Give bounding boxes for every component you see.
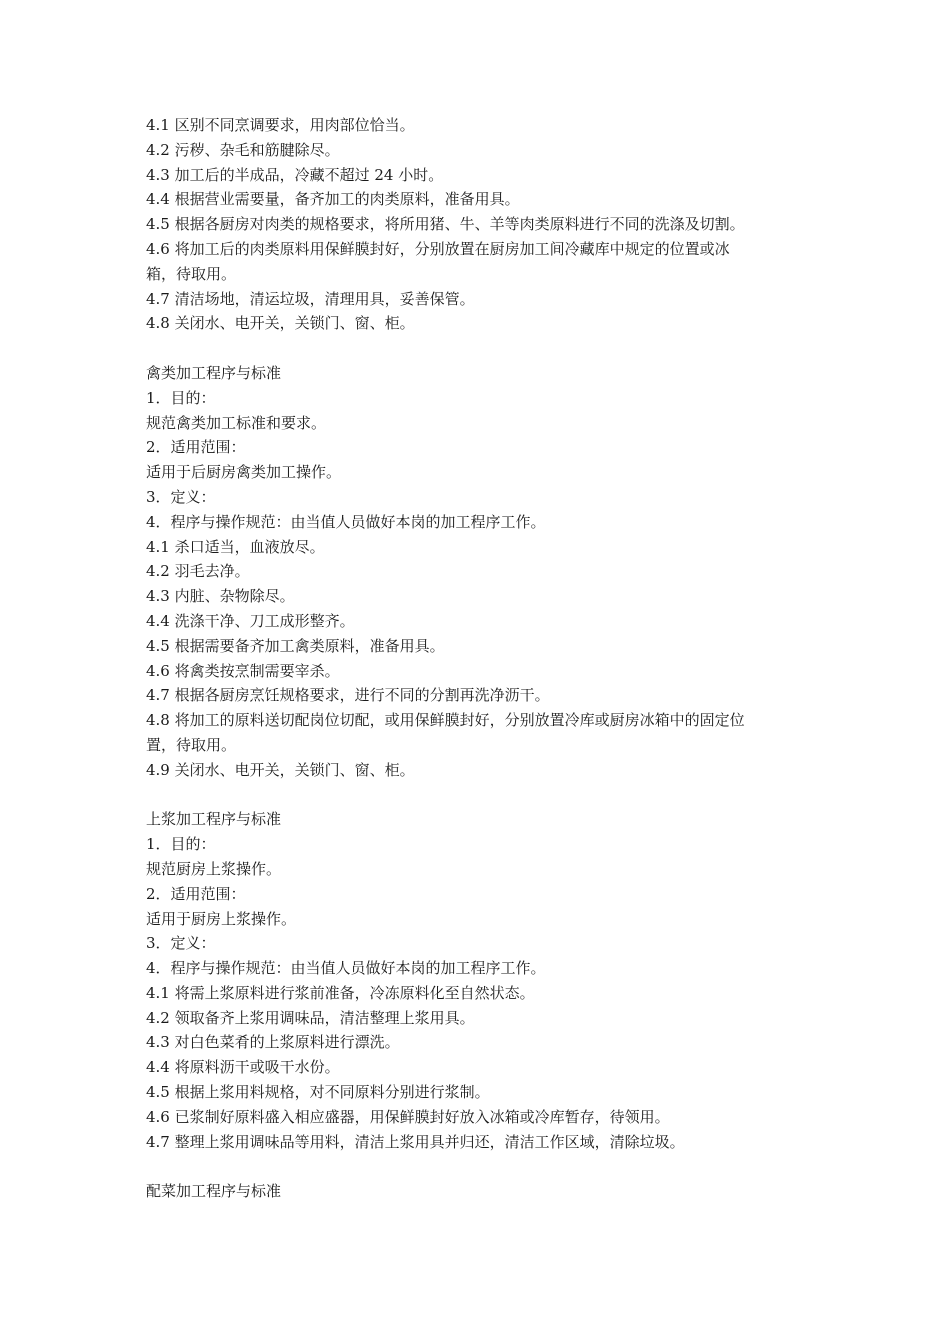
section-line: 4.2 领取备齐上浆用调味品，清洁整理上浆用具。 [146,1008,475,1027]
section-line: 2．适用范围： [146,438,246,457]
section-line: 4．程序与操作规范：由当值人员做好本岗的加工程序工作。 [146,512,546,531]
step-line: 4.6 将加工后的肉类原料用保鲜膜封好，分别放置在厨房加工间冷藏库中规定的位置或冰 [146,239,730,258]
poultry-section [146,361,826,783]
section-line: 适用于后厨房禽类加工操作。 [146,463,342,482]
step-line: 4.5 根据各厨房对肉类的规格要求，将所用猪、牛、羊等肉类原料进行不同的洗涤及切割。 [146,215,745,234]
section-gap [146,336,826,361]
step-line: 4.2 污秽、杂毛和筋腱除尽。 [146,140,340,159]
section-line: 3．定义： [146,934,216,953]
section-line: 4.1 将需上浆原料进行浆前准备，冷冻原料化至自然状态。 [146,983,535,1002]
section-line: 规范禽类加工标准和要求。 [146,413,327,432]
section-line: 4.5 根据上浆用料规格，对不同原料分别进行浆制。 [146,1083,490,1102]
section-line: 1．目的： [146,388,216,407]
section-line: 4.4 洗涤干净、刀工成形整齐。 [146,611,355,630]
section-line: 4.2 羽毛去净。 [146,562,250,581]
section-line: 4.7 根据各厨房烹饪规格要求，进行不同的分割再洗净沥干。 [146,686,550,705]
section-gap [146,1154,826,1179]
step-line: 4.1 区别不同烹调要求，用肉部位恰当。 [146,116,415,134]
section-title: 上浆加工程序与标准 [146,810,282,829]
section-line: 4.7 整理上浆用调味品等用料，清洁上浆用具并归还，清洁工作区域，清除垃圾。 [146,1132,685,1151]
dish-prep-section [146,1179,826,1204]
section-line: 4．程序与操作规范：由当值人员做好本岗的加工程序工作。 [146,959,546,978]
section-line: 4.1 杀口适当，血液放尽。 [146,537,325,556]
section-gap [146,783,826,808]
section-line: 规范厨房上浆操作。 [146,859,282,878]
step-line: 4.8 关闭水、电开关，关锁门、窗、柜。 [146,314,415,333]
section-line: 4.6 将禽类按烹制需要宰杀。 [146,661,340,680]
section-line: 适用于厨房上浆操作。 [146,909,297,928]
document-page [146,113,826,1204]
section-line: 4.3 内脏、杂物除尽。 [146,587,295,606]
section-line: 置，待取用。 [146,735,237,754]
section-title: 配菜加工程序与标准 [146,1182,282,1201]
step-line: 箱，待取用。 [146,264,237,283]
section-line: 4.6 已浆制好原料盛入相应盛器，用保鲜膜封好放入冰箱或冷库暂存，待领用。 [146,1107,670,1126]
section-line: 4.5 根据需要备齐加工禽类原料，准备用具。 [146,636,445,655]
step-line: 4.3 加工后的半成品，冷藏不超过 24 小时。 [146,165,444,184]
section-line: 2．适用范围： [146,884,246,903]
section-line: 4.9 关闭水、电开关，关锁门、窗、柜。 [146,760,415,779]
sizing-section [146,807,826,1154]
step-line: 4.4 根据营业需要量，备齐加工的肉类原料，准备用具。 [146,190,520,209]
section-line: 4.8 将加工的原料送切配岗位切配，或用保鲜膜封好，分别放置冷库或厨房冰箱中的固定位 [146,711,745,730]
section-title: 禽类加工程序与标准 [146,363,282,382]
section-line: 4.3 对白色菜肴的上浆原料进行漂洗。 [146,1033,400,1052]
meat-processing-steps [146,113,826,336]
section-line: 1．目的： [146,835,216,854]
section-line: 3．定义： [146,487,216,506]
step-line: 4.7 清洁场地，清运垃圾，清理用具，妥善保管。 [146,289,475,308]
section-line: 4.4 将原料沥干或吸干水份。 [146,1058,340,1077]
